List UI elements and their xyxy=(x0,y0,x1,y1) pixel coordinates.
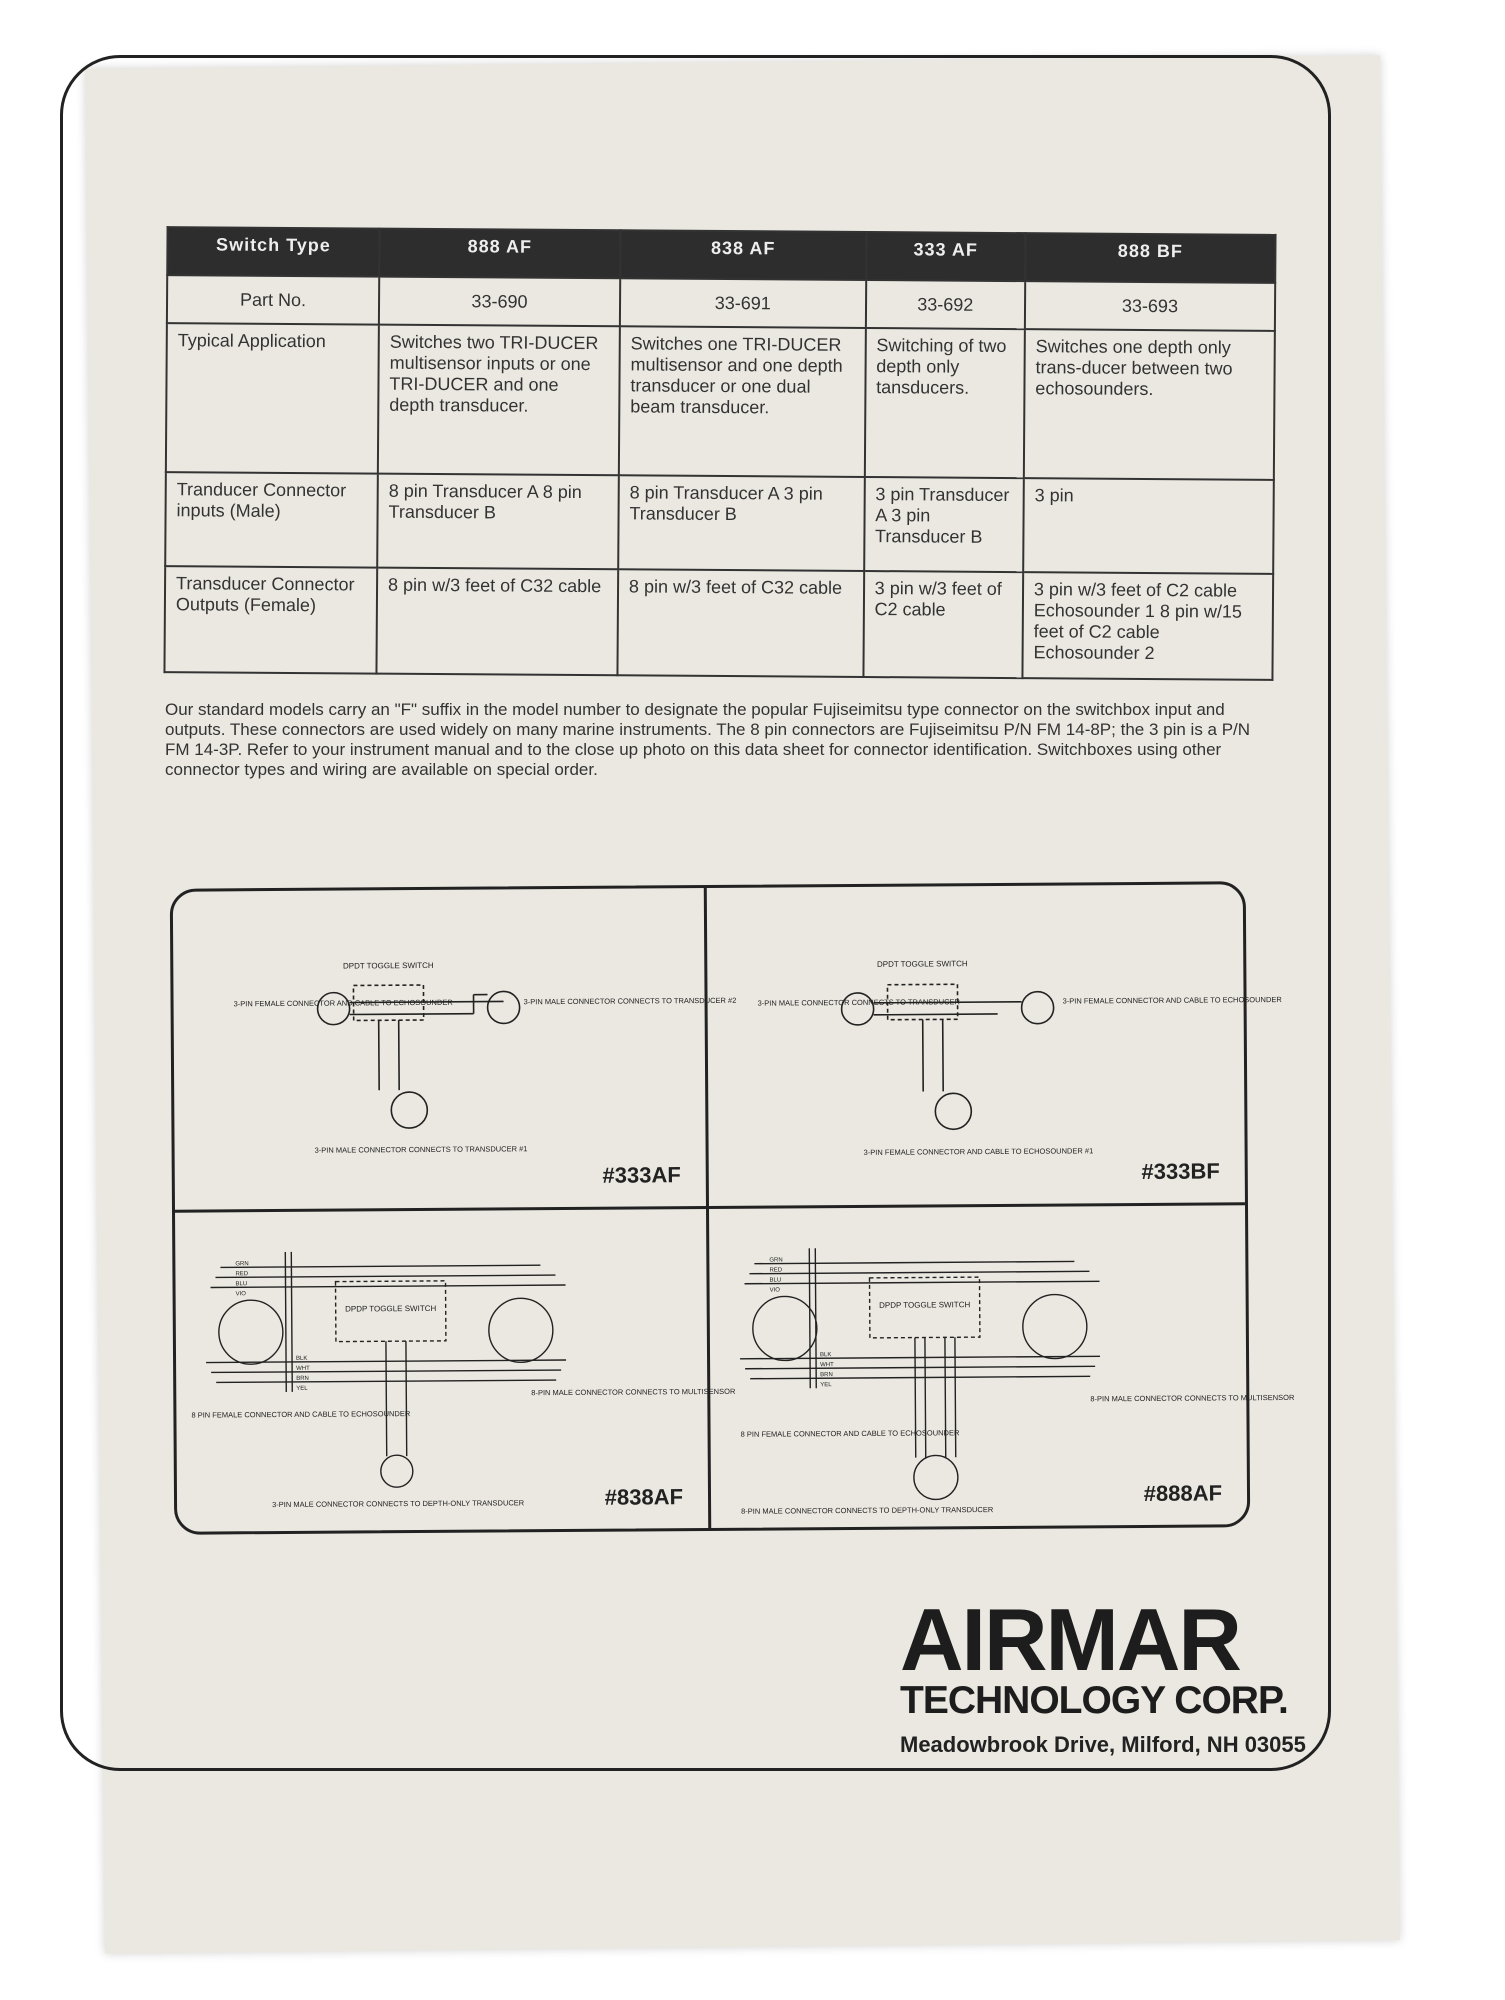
wire-label: YEL xyxy=(296,1385,308,1392)
right-connector-label: 8-PIN MALE CONNECTOR CONNECTS TO MULTISENSOR xyxy=(1090,1392,1295,1404)
wire-label: BRN xyxy=(820,1372,833,1379)
switch-label: DPDT TOGGLE SWITCH xyxy=(876,959,968,969)
right-connector-label: 3-PIN FEMALE CONNECTOR AND CABLE TO ECHOSOUNDER xyxy=(1062,995,1282,1006)
left-connector-label: 8 PIN FEMALE CONNECTOR AND CABLE TO ECHOSOUNDER xyxy=(191,1409,411,1420)
bottom-connector-label: 3-PIN FEMALE CONNECTOR AND CABLE TO ECHOSOUNDER #1 xyxy=(863,1146,1094,1157)
switch-label: DPDP TOGGLE SWITCH xyxy=(879,1300,971,1310)
wire-label: YEL xyxy=(820,1382,832,1389)
switch-label: DPDT TOGGLE SWITCH xyxy=(342,960,434,971)
model-header: 888 BF xyxy=(1025,233,1275,283)
schematic-333af xyxy=(173,888,737,1210)
left-connector-label: 3-PIN MALE CONNECTOR CONNECTS TO TRANSDUCER xyxy=(757,997,960,1008)
part-number: 33-690 xyxy=(379,277,620,327)
wire-label: BLU xyxy=(769,1277,782,1284)
wire-label: GRN xyxy=(769,1257,783,1264)
wire-label: GRN xyxy=(235,1261,249,1268)
wire-label: VIO xyxy=(769,1287,780,1294)
connector-note: Our standard models carry an "F" suffix in the model number to designate the popular Fujiseimitsu type connector on the switchbox input and outputs. These connectors are used widely on many marine instruments. The 8 pin connectors are Fujiseimitsu P/N FM 14-8P; the 3 pin is a P/N FM 14-3P. Refer to your instrument manual and to the close up photo on this data sheet for connector identification. Switchboxes using other connector types and wiring are available on special order. xyxy=(165,700,1251,779)
diagram-888af xyxy=(709,1205,1295,1528)
table-cell: 3 pin w/3 feet of C2 cable Echosounder 1 8 pin w/15 feet of C2 cable Echosounder 2 xyxy=(1022,572,1273,680)
table-row xyxy=(166,323,1275,480)
part-number: 33-691 xyxy=(620,278,866,328)
table-cell: Switches one TRI-DUCER multisensor and one depth transducer or one dual beam transducer. xyxy=(619,326,866,477)
diagram-title: #333BF xyxy=(1141,1158,1220,1184)
wire-label: RED xyxy=(769,1267,783,1274)
wire-label: BLK xyxy=(296,1355,308,1362)
diagram-title: #838AF xyxy=(604,1484,684,1510)
switch-label: DPDP TOGGLE SWITCH xyxy=(345,1303,437,1314)
model-header: 333 AF xyxy=(866,232,1026,281)
company-address: Meadowbrook Drive, Milford, NH 03055 xyxy=(900,1732,1306,1757)
row-label: Tranducer Connector inputs (Male) xyxy=(165,472,378,567)
right-connector-label: 3-PIN MALE CONNECTOR CONNECTS TO TRANSDUCER #2 xyxy=(523,995,737,1007)
table-cell: 8 pin w/3 feet of C32 cable xyxy=(617,569,863,677)
schematic-888af xyxy=(709,1205,1295,1528)
table-cell: 8 pin Transducer A 3 pin Transducer B xyxy=(618,475,864,571)
row-label: Transducer Connector Outputs (Female) xyxy=(164,566,377,673)
table-cell: 3 pin w/3 feet of C2 cable xyxy=(863,571,1023,678)
table-cell: Switches one depth only trans-ducer between two echosounders. xyxy=(1024,329,1275,480)
table-cell: 8 pin w/3 feet of C32 cable xyxy=(376,568,618,676)
table-cell: 3 pin xyxy=(1023,478,1274,574)
bottom-connector-label: 3-PIN MALE CONNECTOR CONNECTS TO DEPTH-ONLY TRANSDUCER xyxy=(272,1498,525,1510)
part-number: 33-692 xyxy=(866,280,1026,329)
diagram-333bf xyxy=(707,884,1282,1206)
spec-table xyxy=(163,226,1276,681)
table-header-row xyxy=(167,227,1275,283)
table-cell: 8 pin Transducer A 8 pin Transducer B xyxy=(377,474,619,570)
left-connector-label: 3-PIN FEMALE CONNECTOR AND CABLE TO ECHOSOUNDER xyxy=(233,997,453,1009)
brand-name: AIRMAR xyxy=(900,1590,1240,1689)
row-label: Typical Application xyxy=(166,323,379,473)
wire-label: BRN xyxy=(296,1375,309,1382)
schematic-333bf xyxy=(707,884,1282,1206)
model-header: 838 AF xyxy=(620,230,866,280)
table-cell: Switches two TRI-DUCER multisensor inputs or one TRI-DUCER and one depth transducer. xyxy=(378,325,620,476)
model-header: 888 AF xyxy=(379,229,620,279)
company-logo xyxy=(900,1590,1310,1758)
wire-label: RED xyxy=(235,1271,249,1278)
schematic-838af xyxy=(175,1209,736,1532)
part-number: 33-693 xyxy=(1025,281,1275,331)
bottom-connector-label: 8-PIN MALE CONNECTOR CONNECTS TO DEPTH-ONLY TRANSDUCER xyxy=(741,1505,994,1516)
right-connector-label: 8-PIN MALE CONNECTOR CONNECTS TO MULTISENSOR xyxy=(531,1386,736,1398)
diagram-title: #888AF xyxy=(1143,1480,1223,1506)
table-row xyxy=(165,472,1274,574)
diagram-838af xyxy=(175,1209,736,1532)
diagram-title: #333AF xyxy=(602,1162,681,1188)
brand-subtitle: TECHNOLOGY CORP. xyxy=(900,1679,1288,1722)
wire-label: WHT xyxy=(820,1362,834,1369)
part-number-row xyxy=(167,275,1275,331)
bottom-connector-label: 3-PIN MALE CONNECTOR CONNECTS TO TRANSDUCER #1 xyxy=(314,1144,528,1155)
table-cell: 3 pin Transducer A 3 pin Transducer B xyxy=(864,477,1024,572)
switch-type-header: Switch Type xyxy=(167,227,379,276)
wiring-diagrams xyxy=(170,881,1295,1534)
wire-label: WHT xyxy=(296,1365,310,1372)
wire-label: BLU xyxy=(235,1281,248,1288)
table-cell: Switching of two depth only tansducers. xyxy=(864,328,1024,478)
wire-label: VIO xyxy=(235,1291,246,1298)
left-connector-label: 8 PIN FEMALE CONNECTOR AND CABLE TO ECHOSOUNDER xyxy=(740,1428,960,1439)
wire-label: BLK xyxy=(820,1352,832,1359)
diagram-333af xyxy=(173,888,737,1210)
part-number-label: Part No. xyxy=(167,275,379,324)
table-row xyxy=(164,566,1273,680)
